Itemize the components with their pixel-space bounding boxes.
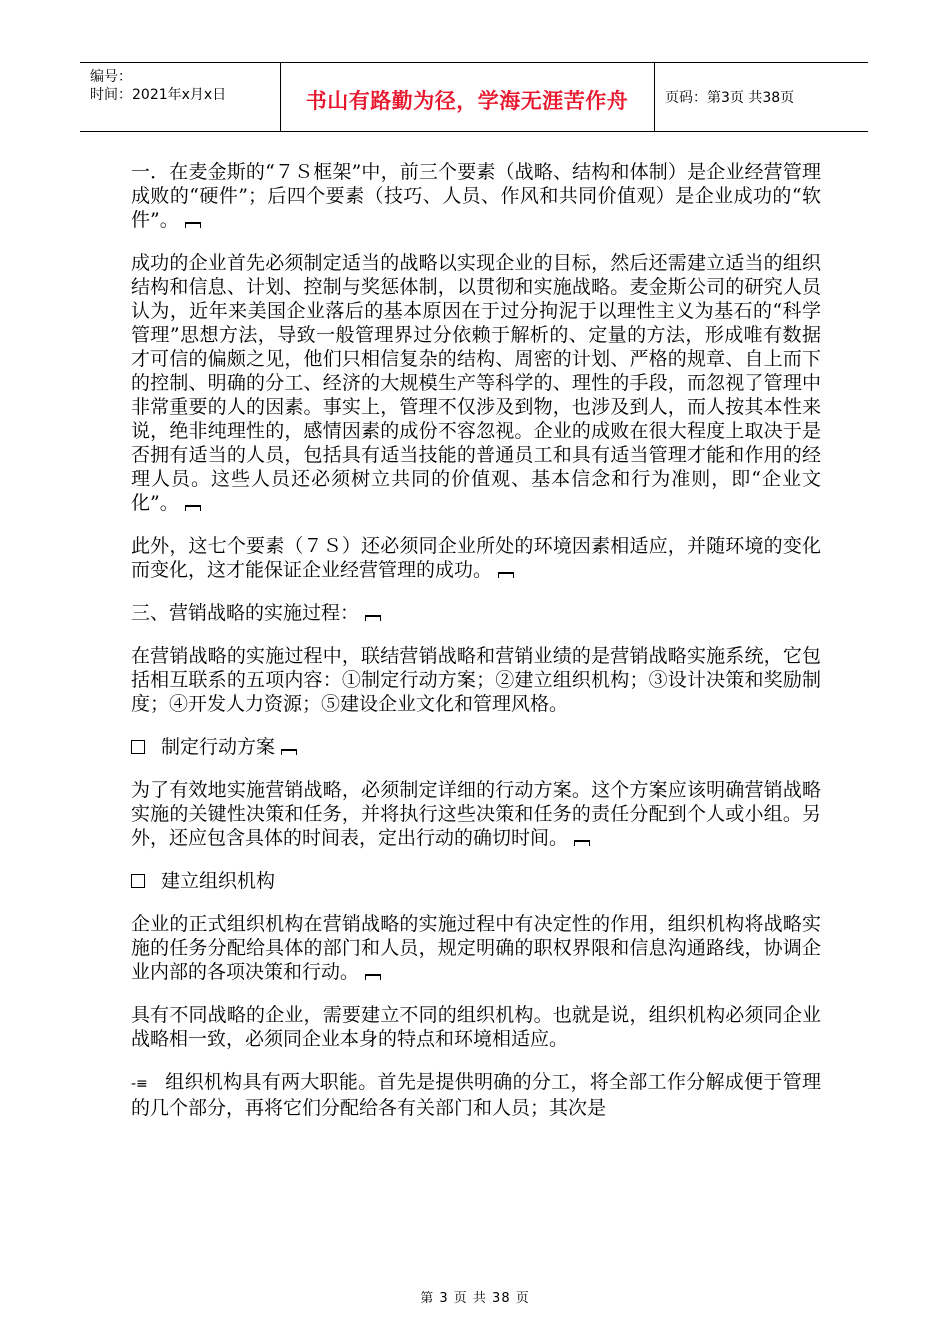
paragraph-text: 一．在麦金斯的“７Ｓ框架”中，前三个要素（战略、结构和体制）是企业经营管理成败的“硬件”；后四个要素（技巧、人员、作风和共同价值观）是企业成功的“软件”。 — [131, 161, 821, 231]
paragraph-text: 为了有效地实施营销战略，必须制定详细的行动方案。这个方案应该明确营销战略实施的关键性决策和任务，并将执行这些决策和任务的责任分配到个人或小组。另外，还应包含具体的时间表，定出行动的确切时间。 — [131, 779, 821, 849]
section-heading-implementation — [131, 601, 821, 625]
paragraph-mark-icon — [281, 749, 297, 755]
paragraph-environment — [131, 534, 821, 582]
paragraph-7s-framework — [131, 160, 821, 232]
page-header — [80, 62, 868, 132]
paragraph-text: 企业的正式组织机构在营销战略的实施过程中有决定性的作用，组织机构将战略实施的任务分配给具体的部门和人员，规定明确的职权界限和信息沟通路线，协调企业内部的各项决策和行动。 — [131, 913, 821, 983]
paragraph-organization-role — [131, 912, 821, 984]
header-meta-cell — [80, 63, 281, 131]
paragraph-mark-icon — [498, 572, 514, 578]
subheading-organization — [131, 869, 821, 893]
subheading-text: 建立组织机构 — [161, 870, 276, 892]
paragraph-mark-icon — [365, 974, 381, 980]
paragraph-implementation-system — [131, 644, 821, 716]
paragraph-different-strategies — [131, 1003, 821, 1051]
paragraph-mark-icon — [574, 840, 590, 846]
square-bullet-icon — [131, 740, 145, 754]
header-motto-cell — [280, 63, 655, 131]
square-bullet-icon — [131, 874, 145, 888]
paragraph-organization-functions — [131, 1070, 821, 1120]
section-heading-text: 三、营销战略的实施过程： — [131, 602, 360, 624]
list-marker-icon: -≡ — [131, 1076, 148, 1092]
document-number-label: 编号： — [90, 69, 132, 85]
header-page-info: 页码：第3页 共38页 — [665, 90, 795, 106]
paragraph-mark-icon — [365, 615, 381, 621]
paragraph-text: 在营销战略的实施过程中，联结营销战略和营销业绩的是营销战略实施系统，它包括相互联系的五项内容：①制定行动方案；②建立组织机构；③设计决策和奖励制度；④开发人力资源；⑤建设企业文化和管理风格。 — [131, 645, 821, 715]
page-footer: 第 3 页 共 38 页 — [420, 1291, 530, 1306]
document-date: 时间：2021年x月x日 — [90, 87, 227, 103]
paragraph-text: 此外，这七个要素（７Ｓ）还必须同企业所处的环境因素相适应，并随环境的变化而变化，这才能保证企业经营管理的成功。 — [131, 535, 821, 581]
paragraph-text: 成功的企业首先必须制定适当的战略以实现企业的目标，然后还需建立适当的组织结构和信息、计划、控制与奖惩体制，以贯彻和实施战略。麦金斯公司的研究人员认为，近年来美国企业落后的基本原因在于过分拘泥于以理性主义为基石的“科学管理”思想方法，导致一般管理界过分依赖于解析的、定量的方法，形成唯有数据才可信的偏颇之见，他们只相信复杂的结构、周密的计划、严格的规章、自上而下的控制、明确的分工、经济的大规模生产等科学的、理性的手段，而忽视了管理中非常重要的人的因素。事实上，管理不仅涉及到物，也涉及到人，而人按其本性来说，绝非纯理性的，感情因素的成份不容忽视。企业的成败在很大程度上取决于是否拥有适当的人员，包括具有适当技能的普通员工和具有适当管理才能和作用的经理人员。这些人员还必须树立共同的价值观、基本信念和行为准则，即“企业文化”。 — [131, 252, 821, 514]
subheading-action-plan — [131, 735, 821, 759]
paragraph-action-plan — [131, 778, 821, 850]
header-page-cell — [655, 63, 868, 131]
paragraph-text: 组织机构具有两大职能。首先是提供明确的分工，将全部工作分解成便于管理的几个部分，再将它们分配给各有关部门和人员；其次是 — [131, 1071, 821, 1119]
paragraph-text: 具有不同战略的企业，需要建立不同的组织机构。也就是说，组织机构必须同企业战略相一致，必须同企业本身的特点和环境相适应。 — [131, 1004, 821, 1050]
paragraph-mark-icon — [185, 505, 201, 511]
subheading-text: 制定行动方案 — [161, 736, 276, 758]
paragraph-mark-icon — [185, 222, 201, 228]
paragraph-successful-enterprise — [131, 251, 821, 515]
header-motto: 书山有路勤为径，学海无涯苦作舟 — [305, 89, 629, 113]
document-body — [131, 160, 821, 1139]
